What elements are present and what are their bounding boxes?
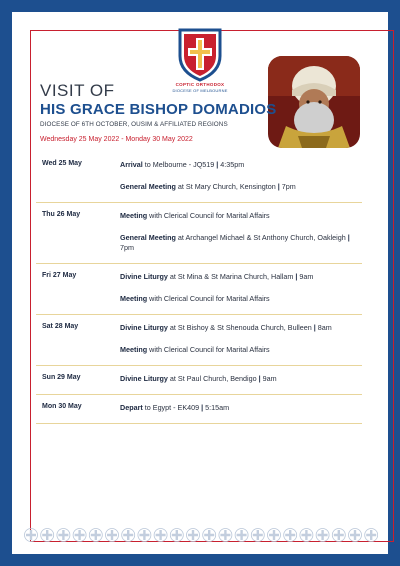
event-item: [120, 374, 362, 384]
diocese-subtitle: DIOCESE OF 6TH OCTOBER, OUSIM & AFFILIATED REGIONS: [40, 121, 228, 128]
event-detail: with Clerical Council for Marital Affairs: [147, 345, 270, 354]
event-detail: at St Bishoy & St Shenouda Church, Bulleen: [167, 323, 314, 332]
event-title: Meeting: [120, 294, 148, 303]
event-time: 7pm: [120, 243, 134, 252]
day-label: Wed 25 May: [42, 160, 82, 167]
event-title: Divine Liturgy: [120, 272, 168, 281]
bishop-portrait: [268, 56, 360, 148]
day-label: Mon 30 May: [42, 403, 82, 410]
footer-cross-icon: [300, 529, 313, 542]
event-title: Divine Liturgy: [120, 323, 168, 332]
footer-cross-icon: [251, 529, 264, 542]
event-time: 9am: [260, 374, 277, 383]
footer-cross-icon: [89, 529, 102, 542]
day-events: [120, 374, 362, 388]
event-sep: |: [258, 374, 261, 383]
logo-title: COPTIC ORTHODOX: [175, 82, 225, 87]
event-item: [120, 323, 362, 333]
event-detail: at St Mary Church, Kensington: [175, 182, 278, 191]
event-title: General Meeting: [120, 233, 176, 242]
event-sep: |: [216, 160, 219, 169]
schedule-table: [36, 153, 362, 424]
footer-cross-icon: [138, 529, 151, 542]
event-title: General Meeting: [120, 182, 176, 191]
event-time: 4:35pm: [218, 160, 245, 169]
schedule-day-row: [36, 263, 362, 314]
logo-subtitle: DIOCESE OF MELBOURNE: [172, 88, 228, 93]
footer-cross-icon: [332, 529, 345, 542]
event-sep: |: [295, 272, 298, 281]
event-item: [120, 345, 362, 355]
day-label: Fri 27 May: [42, 272, 77, 279]
event-item: [120, 272, 362, 282]
event-sep: |: [347, 233, 350, 242]
schedule-day-row: [36, 394, 362, 424]
event-title: Depart: [120, 403, 143, 412]
event-title: Divine Liturgy: [120, 374, 168, 383]
footer-cross-icon: [122, 529, 135, 542]
event-item: [120, 233, 362, 253]
event-title: Meeting: [120, 345, 148, 354]
footer-cross-icon: [219, 529, 232, 542]
day-label: Sun 29 May: [42, 374, 81, 381]
event-item: [120, 403, 362, 413]
event-item: [120, 160, 362, 170]
event-item: [120, 182, 362, 192]
footer-cross-icon: [57, 529, 70, 542]
event-detail: with Clerical Council for Marital Affairs: [147, 211, 270, 220]
footer-cross-icon: [41, 529, 54, 542]
visit-dates: Wednesday 25 May 2022 - Monday 30 May 2022: [40, 136, 193, 143]
day-events: [120, 211, 362, 257]
visit-of-heading: VISIT OF: [40, 81, 115, 100]
schedule-day-row: [36, 153, 362, 202]
event-time: 5:15am: [203, 403, 230, 412]
event-sep: |: [277, 182, 280, 191]
event-item: [120, 294, 362, 304]
bishop-name: HIS GRACE BISHOP DOMADIOS: [40, 101, 277, 118]
footer-cross-icon: [316, 529, 329, 542]
footer-cross-icon: [170, 529, 183, 542]
footer-cross-icon: [187, 529, 200, 542]
day-label: Sat 28 May: [42, 323, 79, 330]
schedule-day-row: [36, 202, 362, 263]
footer-cross-pattern: [22, 526, 378, 544]
event-title: Meeting: [120, 211, 148, 220]
coptic-cross-shield-icon: [174, 26, 226, 86]
footer-cross-icon: [154, 529, 167, 542]
footer-cross-icon: [349, 529, 362, 542]
footer-cross-icon: [73, 529, 86, 542]
schedule-day-row: [36, 365, 362, 394]
event-detail: to Egypt - EK409: [142, 403, 202, 412]
event-detail: to Melbourne - JQ519: [142, 160, 217, 169]
footer-cross-icon: [203, 529, 216, 542]
event-detail: with Clerical Council for Marital Affairs: [147, 294, 270, 303]
event-detail: at St Paul Church, Bendigo: [167, 374, 259, 383]
event-detail: at Archangel Michael & St Anthony Church, Oakleigh: [175, 233, 348, 242]
schedule-day-row: [36, 314, 362, 365]
day-label: Thu 26 May: [42, 211, 81, 218]
event-detail: at St Mina & St Marina Church, Hallam: [167, 272, 296, 281]
event-item: [120, 211, 362, 221]
day-events: [120, 323, 362, 359]
day-events: [120, 160, 362, 196]
footer-cross-icon: [235, 529, 248, 542]
footer-cross-icon: [25, 529, 38, 542]
event-sep: |: [313, 323, 316, 332]
event-time: 9am: [297, 272, 314, 281]
footer-cross-icon: [106, 529, 119, 542]
day-events: [120, 272, 362, 308]
event-title: Arrival: [120, 160, 143, 169]
event-sep: |: [201, 403, 204, 412]
event-time: 8am: [315, 323, 332, 332]
footer-cross-icon: [284, 529, 297, 542]
footer-cross-icon: [268, 529, 281, 542]
day-events: [120, 403, 362, 417]
event-time: 7pm: [279, 182, 296, 191]
footer-cross-icon: [365, 529, 378, 542]
